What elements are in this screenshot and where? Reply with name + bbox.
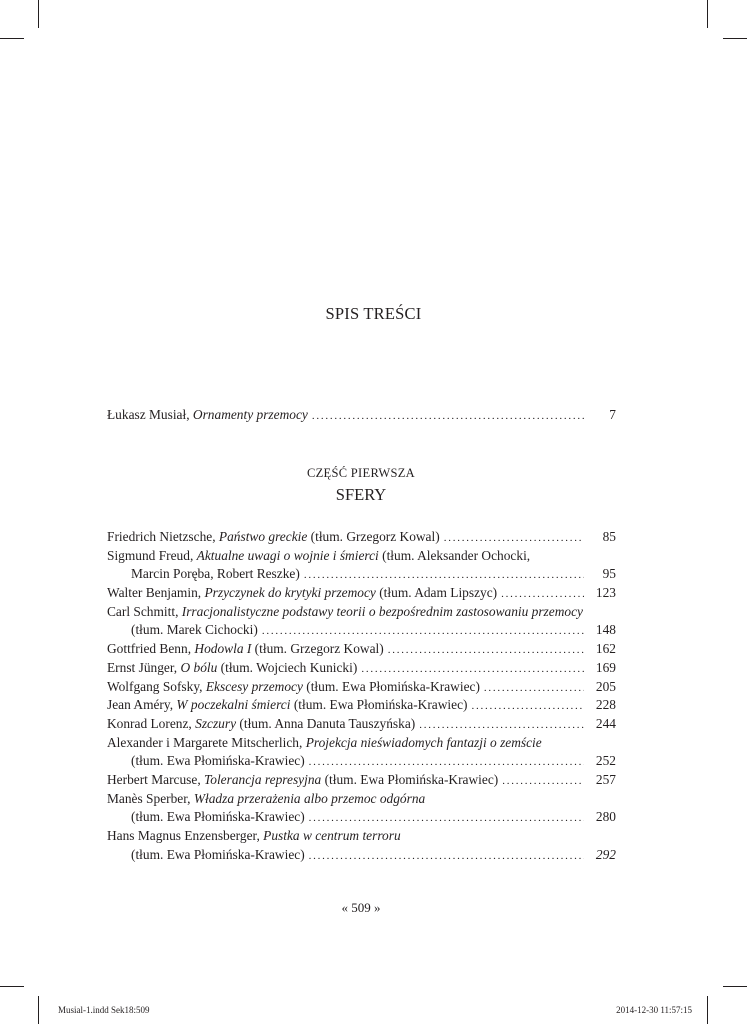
toc-page: 228: [595, 697, 616, 713]
toc-translator: (tłum. Ewa Płomińska-Krawiec): [302, 678, 480, 694]
toc-page: 252: [595, 753, 616, 769]
toc-line: [107, 640, 616, 659]
leader-dots: [501, 585, 584, 603]
toc-page: 292: [595, 846, 616, 862]
toc-title: W poczekalni śmierci: [176, 697, 291, 713]
leader-dots: [444, 529, 584, 547]
intro-entry: [107, 406, 616, 425]
crop-mark: [723, 38, 747, 39]
toc-author: Manès Sperber,: [107, 790, 194, 806]
toc-line: [107, 827, 616, 846]
toc-translator: (tłum. Grzegorz Kowal): [307, 529, 440, 544]
toc-translator: (tłum. Aleksander Ochocki,: [378, 547, 531, 563]
toc-translator: (tłum. Ewa Płomińska-Krawiec): [131, 809, 305, 825]
toc-line: [107, 603, 616, 622]
toc-title: Hodowla I: [194, 641, 252, 657]
toc-title: Ornamenty przemocy: [192, 407, 308, 422]
part-label: CZĘŚĆ PIERWSZA: [306, 466, 416, 480]
toc-title: O bólu: [180, 659, 218, 675]
toc-line: [107, 678, 616, 697]
toc-author: Herbert Marcuse,: [107, 771, 205, 787]
leader-dots: [484, 679, 584, 697]
toc-text: [107, 528, 440, 547]
slug-left: Musial-1.indd Sek18:509: [58, 1005, 150, 1015]
toc-author: Alexander i Margarete Mitscherlich,: [107, 734, 306, 750]
toc-text: [107, 406, 308, 425]
toc-line: [107, 406, 616, 425]
toc-author: Carl Schmitt,: [107, 603, 182, 619]
toc-author: Friedrich Nietzsche,: [107, 529, 219, 544]
toc-translator: (tłum. Ewa Płomińska-Krawiec): [131, 846, 305, 862]
toc-page: 205: [595, 678, 616, 694]
leader-dots: [309, 809, 584, 827]
toc-translator: (tłum. Marek Cichocki): [131, 622, 258, 638]
crop-mark: [707, 0, 708, 28]
leader-dots: [388, 641, 584, 659]
toc-page: 169: [595, 659, 616, 675]
toc-title: Aktualne uwagi o wojnie i śmierci: [196, 547, 379, 563]
leader-dots: [419, 716, 584, 734]
toc-line: [107, 659, 616, 678]
crop-mark: [0, 38, 24, 39]
toc-title: Ekscesy przemocy: [205, 678, 303, 694]
leader-dots: [304, 566, 584, 584]
crop-mark: [0, 986, 24, 987]
toc-author: Konrad Lorenz,: [107, 715, 196, 731]
crop-mark: [38, 996, 39, 1024]
page-title: SPIS TREŚCI: [325, 304, 422, 323]
toc-page: 148: [595, 622, 616, 638]
toc-title: Szczury: [195, 715, 237, 731]
toc-author: Łukasz Musiał,: [107, 407, 193, 422]
toc-author: Sigmund Freud,: [107, 547, 197, 563]
toc-title: Państwo greckie: [218, 529, 308, 544]
toc-line: [107, 790, 616, 809]
toc-line: [107, 547, 616, 566]
crop-mark: [723, 986, 747, 987]
toc-author: Hans Magnus Enzensberger,: [107, 828, 264, 843]
toc-line-continued: [107, 621, 616, 640]
leader-dots: [312, 407, 584, 425]
toc-page: 162: [595, 641, 616, 657]
toc-text: [107, 827, 401, 846]
toc-text: [107, 547, 530, 566]
toc-line: [107, 528, 616, 547]
toc-line: [107, 584, 616, 603]
toc-text: [107, 584, 497, 603]
toc-page: 280: [595, 809, 616, 825]
leader-dots: [471, 697, 584, 715]
toc-title: Przyczynek do krytyki przemocy: [204, 585, 376, 601]
toc-text: [107, 734, 542, 753]
part-title: SFERY: [335, 485, 387, 504]
toc-title: Tolerancja represyjna: [204, 771, 322, 787]
toc-text: [107, 771, 498, 790]
leader-dots: [361, 660, 584, 678]
toc-translator: Marcin Poręba, Robert Reszke): [131, 566, 300, 582]
toc-page: 85: [602, 529, 616, 544]
toc-author: Ernst Jünger,: [107, 659, 181, 675]
crop-mark: [707, 996, 708, 1024]
toc-text: [107, 790, 425, 809]
toc-author: Jean Améry,: [107, 697, 177, 713]
toc-author: Wolfgang Sofsky,: [107, 678, 206, 694]
crop-mark: [38, 0, 39, 28]
toc-line-continued: [107, 808, 616, 827]
toc-translator: (tłum. Ewa Płomińska-Krawiec): [290, 697, 468, 713]
toc-translator: (tłum. Wojciech Kunicki): [217, 659, 358, 675]
toc-page: 95: [602, 566, 616, 582]
toc-text: [107, 603, 583, 622]
toc-page: 244: [595, 715, 616, 731]
toc-translator: (tłum. Ewa Płomińska-Krawiec): [131, 753, 305, 769]
toc-text: [107, 678, 480, 697]
toc-translator: (tłum. Anna Danuta Tauszyńska): [236, 715, 416, 731]
toc-page: 257: [595, 771, 616, 787]
toc-translator: (tłum. Adam Lipszyc): [375, 585, 498, 601]
toc-list: [107, 528, 616, 864]
leader-dots: [262, 622, 584, 640]
page-number: « 509 »: [341, 900, 381, 915]
leader-dots: [309, 847, 584, 865]
toc-author: Walter Benjamin,: [107, 585, 205, 601]
toc-text: [107, 696, 467, 715]
toc-title: Irracjonalistyczne podstawy teorii o bezpośrednim zastosowaniu przemocy: [181, 603, 583, 619]
toc-line-continued: [107, 752, 616, 771]
toc-translator: (tłum. Ewa Płomińska-Krawiec): [321, 771, 499, 787]
toc-line: [107, 771, 616, 790]
toc-title: Pustka w centrum terroru: [263, 828, 401, 843]
toc-page: 123: [595, 585, 616, 601]
toc-author: Gottfried Benn,: [107, 641, 195, 657]
slug-right: 2014-12-30 11:57:15: [616, 1005, 692, 1015]
toc-text: [107, 640, 384, 659]
leader-dots: [309, 753, 584, 771]
toc-text: [107, 659, 357, 678]
toc-line: [107, 696, 616, 715]
toc-line: [107, 715, 616, 734]
toc-line-continued: [107, 846, 616, 865]
toc-text: [107, 715, 415, 734]
toc-page: 7: [609, 407, 616, 422]
leader-dots: [502, 772, 584, 790]
toc-translator: (tłum. Grzegorz Kowal): [251, 641, 384, 657]
toc-line: [107, 734, 616, 753]
toc-title: Projekcja nieświadomych fantazji o zemście: [305, 734, 542, 750]
toc-line-continued: [107, 565, 616, 584]
toc-title: Władza przerażenia albo przemoc odgórna: [193, 790, 426, 806]
